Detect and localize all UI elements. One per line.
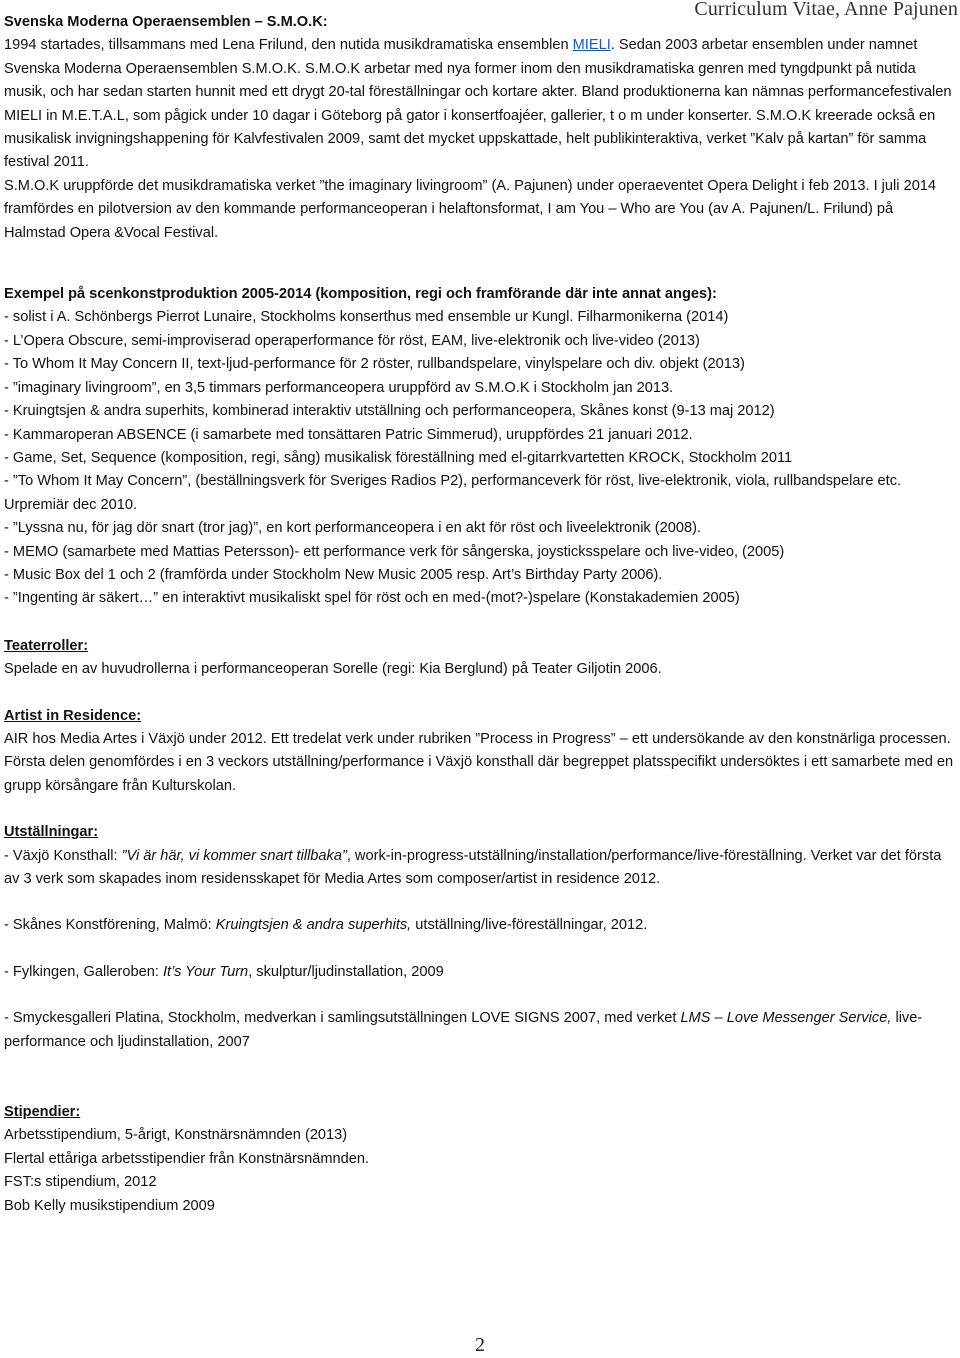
- smok-section: [4, 11, 956, 245]
- production-item: - To Whom It May Concern II, text-ljud-performance för 2 röster, rullbandspelare, vinylspelare och div. objekt (2013): [4, 356, 745, 373]
- exhibition-title: LMS – Love Messenger Service,: [680, 1010, 892, 1027]
- production-item: - ”To Whom It May Concern”, (beställningsverk för Sveriges Radios P2), performanceverk för röst, live-elektronik, viola, rullbandspelare etc. Urpremiär dec 2010.: [4, 473, 902, 513]
- grants-section: [4, 1101, 956, 1218]
- page-number: 2: [475, 1334, 485, 1356]
- smok-paragraph-2: S.M.O.K uruppförde det musikdramatiska verket ”the imaginary livingroom” (A. Pajunen) under operaeventet Opera Delight i feb 2013. I juli 2014 framfördes en pilotversion av den kommande performanceoperan i helaftonsformat, I am You – Who are You (av A. Pajunen/L. Frilund) på Halmstad Opera &Vocal Festival.: [4, 177, 937, 241]
- production-item: - Music Box del 1 och 2 (framförda under Stockholm New Music 2005 resp. Art’s Birthday Party 2006).: [4, 566, 663, 583]
- productions-section: [4, 283, 956, 611]
- productions-heading: Exempel på scenkonstproduktion 2005-2014 (komposition, regi och framförande där inte annat anges):: [4, 286, 717, 303]
- grants-heading: Stipendier:: [4, 1104, 81, 1121]
- production-item: - solist i A. Schönbergs Pierrot Lunaire, Stockholms konserthus med ensemble ur Kungl. Filharmonikerna (2014): [4, 309, 729, 326]
- production-item: - ”Lyssna nu, för jag dör snart (tror jag)”, en kort performanceopera i en akt för röst och liveelektronik (2008).: [4, 520, 702, 537]
- exhibition-description: live-performance och ljudinstallation, 2007: [4, 1010, 923, 1050]
- document-body: [4, 11, 956, 1218]
- grant-item: Arbetsstipendium, 5-årigt, Konstnärsnämnden (2013): [4, 1127, 348, 1144]
- smok-text-a: 1994 startades, tillsammans med Lena Frilund, den nutida musikdramatiska ensemblen: [4, 37, 573, 54]
- exhibition-title: ”Vi är här, vi kommer snart tillbaka”: [121, 847, 347, 864]
- grant-item: Flertal ettåriga arbetsstipendier från Konstnärsnämnden.: [4, 1150, 370, 1167]
- exhibition-title: It’s Your Turn: [163, 963, 249, 980]
- exhibition-venue: - Smyckesgalleri Platina, Stockholm, medverkan i samlingsutställningen LOVE SIGNS 2007, med verket: [4, 1010, 681, 1027]
- grant-item: Bob Kelly musikstipendium 2009: [4, 1197, 215, 1214]
- exhibition-item: [4, 914, 956, 937]
- exhibition-description: , work-in-progress-utställning/installation/performance/live-föreställning. Verket var det första av 3 verk som skapades inom residensskapet för Media Artes som composer/artist in residence 2012.: [4, 847, 942, 887]
- residence-section: [4, 705, 956, 799]
- production-item: - Kruingtsjen & andra superhits, kombinerad interaktiv utställning och performanceopera, Skånes konst (9-13 maj 2012): [4, 403, 775, 420]
- production-item: - ”imaginary livingroom”, en 3,5 timmars performanceopera uruppförd av S.M.O.K i Stockholm jan 2013.: [4, 379, 674, 396]
- mieli-link[interactable]: MIELI: [572, 37, 611, 54]
- theatre-section: [4, 635, 956, 682]
- production-item: - Kammaroperan ABSENCE (i samarbete med tonsättaren Patric Simmerud), uruppfördes 21 januari 2012.: [4, 426, 693, 443]
- smok-paragraph-1: [4, 34, 956, 174]
- production-item: - ”Ingenting är säkert…” en interaktivt musikaliskt spel för röst och en med-(mot?-)spelare (Konstakademien 2005): [4, 590, 740, 607]
- document-header-title: Curriculum Vitae, Anne Pajunen: [694, 0, 958, 20]
- exhibition-item: [4, 961, 956, 984]
- smok-heading: Svenska Moderna Operaensemblen – S.M.O.K:: [4, 14, 328, 30]
- theatre-heading: Teaterroller:: [4, 637, 89, 654]
- smok-text-b: . Sedan 2003 arbetar ensemblen under namnet Svenska Moderna Operaensemblen S.M.O.K. S.M.O.K arbetar med nya former inom den musikdramatiska genren med tyngdpunkt på nutida musik, och har sedan starten hunnit med ett drygt 20-tal föreställningar och kortare akter. Bland produktionerna kan nämnas performancefestivalen MIELI in M.E.T.A.L, som pågick under 10 dagar i Göteborg på gator i konsertfoajéer, gallerier, t o m under konserter. S.M.O.K kreerade också en musikalisk invigningshappening för Kalvfestivalen 2009, samt det mycket uppskattade, helt publikinteraktiva, verket ”Kalv på kartan” för samma festival 2011.: [4, 37, 952, 171]
- residence-heading: Artist in Residence:: [4, 707, 142, 724]
- production-item: - Game, Set, Sequence (komposition, regi, sång) musikalisk föreställning med el-gitarrkvartetten KROCK, Stockholm 2011: [4, 449, 793, 466]
- grant-item: FST:s stipendium, 2012: [4, 1174, 157, 1191]
- production-item: - L’Opera Obscure, semi-improviserad operaperformance för röst, EAM, live-elektronik och live-video (2013): [4, 332, 700, 349]
- exhibition-venue: - Fylkingen, Galleroben:: [4, 963, 163, 980]
- exhibitions-heading: Utställningar:: [4, 824, 99, 841]
- exhibitions-section: [4, 821, 956, 1054]
- exhibition-venue: - Skånes Konstförening, Malmö:: [4, 917, 216, 934]
- residence-text: AIR hos Media Artes i Växjö under 2012. Ett tredelat verk under rubriken ”Process in Progress” – ett undersökande av den konstnärliga processen. Första delen genomfördes i en 3 veckors utställning/performance i Växjö konsthall där begreppet platsspecifikt undersöktes i ett samarbete med en grupp körsångare från Kulturskolan.: [4, 730, 954, 794]
- production-item: - MEMO (samarbete med Mattias Petersson)- ett performance verk för sångerska, joysticksspelare och live-video, (2005): [4, 543, 785, 560]
- exhibition-venue: - Växjö Konsthall:: [4, 847, 122, 864]
- exhibition-item: [4, 845, 956, 892]
- theatre-text: Spelade en av huvudrollerna i performanceoperan Sorelle (regi: Kia Berglund) på Teater Giljotin 2006.: [4, 661, 662, 678]
- exhibition-item: [4, 1007, 956, 1054]
- exhibition-title: Kruingtsjen & andra superhits,: [215, 917, 412, 934]
- exhibition-description: utställning/live-föreställningar, 2012.: [411, 917, 648, 934]
- exhibition-description: , skulptur/ljudinstallation, 2009: [248, 963, 444, 980]
